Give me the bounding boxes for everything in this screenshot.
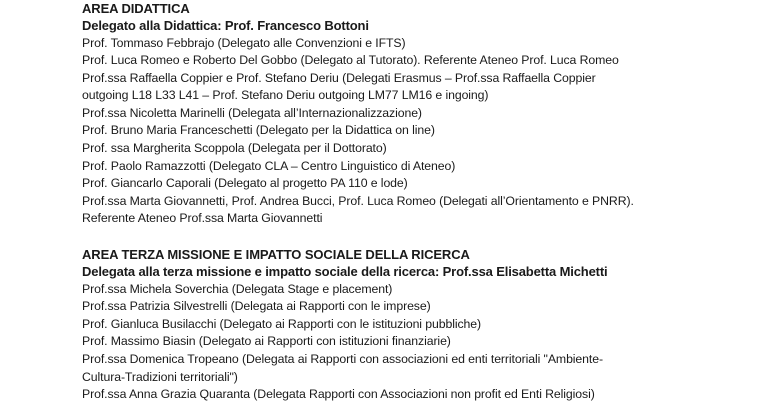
list-item: Prof. Paolo Ramazzotti (Delegato CLA – Centro Linguistico di Ateneo) xyxy=(82,158,456,173)
list-item: Prof.ssa Raffaella Coppier e Prof. Stefano Deriu (Delegati Erasmus – Prof.ssa Raffaella Coppier xyxy=(82,70,596,85)
section-area-terza-missione xyxy=(82,246,762,404)
section-delegate-heading: Delegata alla terza missione e impatto sociale della ricerca: Prof.ssa Elisabetta Michetti xyxy=(82,264,608,280)
delegate-list xyxy=(82,35,762,229)
list-item: outgoing L18 L33 L41 – Prof. Stefano Deriu outgoing LM77 LM16 e ingoing) xyxy=(82,88,489,103)
list-item: Prof.ssa Domenica Tropeano (Delegata ai Rapporti con associazioni ed enti territoriali "Ambiente- xyxy=(82,351,603,366)
document-page xyxy=(82,0,762,404)
list-item: Prof. ssa Margherita Scoppola (Delegata per il Dottorato) xyxy=(82,141,387,156)
list-item: Referente Ateneo Prof.ssa Marta Giovannetti xyxy=(82,211,323,226)
section-delegate-heading: Delegato alla Didattica: Prof. Francesco Bottoni xyxy=(82,18,369,33)
list-item: Cultura-Tradizioni territoriali") xyxy=(82,369,238,384)
list-item: Prof.ssa Michela Soverchia (Delegata Stage e placement) xyxy=(82,281,393,296)
list-item: Prof.ssa Anna Grazia Quaranta (Delegata Rapporti con Associazioni non profit ed Enti Religiosi) xyxy=(82,387,595,402)
list-item: Prof. Giancarlo Caporali (Delegato al progetto PA 110 e lode) xyxy=(82,176,408,191)
section-title: AREA DIDATTICA xyxy=(82,1,190,16)
section-title: AREA TERZA MISSIONE E IMPATTO SOCIALE DELLA RICERCA xyxy=(82,247,470,263)
delegate-list xyxy=(82,281,762,404)
list-item: Prof. Tommaso Febbrajo (Delegato alle Convenzioni e IFTS) xyxy=(82,35,406,50)
list-item: Prof.ssa Patrizia Silvestrelli (Delegata ai Rapporti con le imprese) xyxy=(82,299,431,314)
list-item: Prof.ssa Nicoletta Marinelli (Delegata all’Internazionalizzazione) xyxy=(82,105,422,120)
list-item: Prof. Bruno Maria Franceschetti (Delegato per la Didattica on line) xyxy=(82,123,435,138)
list-item: Prof. Gianluca Busilacchi (Delegato ai Rapporti con le istituzioni pubbliche) xyxy=(82,316,481,331)
section-area-didattica xyxy=(82,0,762,228)
list-item: Prof. Massimo Biasin (Delegato ai Rapporti con istituzioni finanziarie) xyxy=(82,334,451,349)
list-item: Prof.ssa Marta Giovannetti, Prof. Andrea Bucci, Prof. Luca Romeo (Delegati all’Orientamento e PNRR). xyxy=(82,193,634,208)
list-item: Prof. Luca Romeo e Roberto Del Gobbo (Delegato al Tutorato). Referente Ateneo Prof. Luca Romeo xyxy=(82,53,619,68)
